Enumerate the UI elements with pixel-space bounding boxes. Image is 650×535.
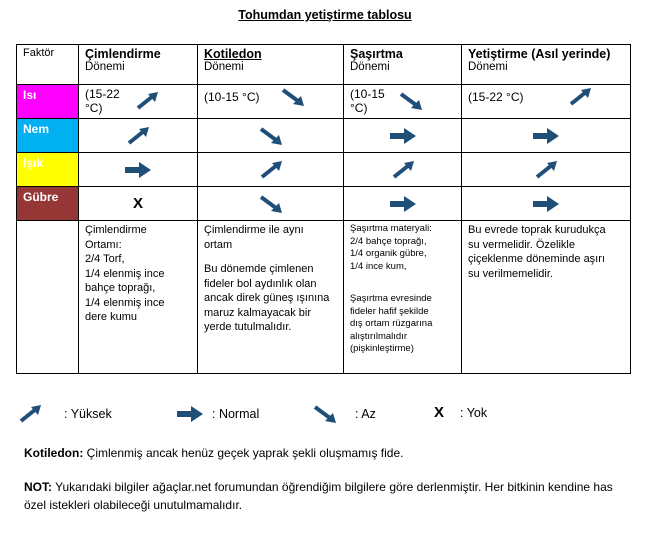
legend-high bbox=[16, 404, 112, 424]
note-line: 2/4 Torf, bbox=[85, 253, 125, 265]
arrow-up-icon bbox=[257, 160, 285, 180]
column-header-3 bbox=[344, 45, 462, 85]
factor-label: Gübre bbox=[17, 187, 79, 221]
arrow-up-icon bbox=[532, 160, 560, 180]
factor-row bbox=[17, 153, 631, 187]
kotiledon-term: Kotiledon: bbox=[24, 446, 84, 460]
notes-cimlendirme bbox=[79, 221, 198, 374]
factor-cell bbox=[462, 153, 631, 187]
factor-row bbox=[17, 187, 631, 221]
note-line: 1/4 organik gübre, bbox=[350, 248, 427, 259]
column-header-4 bbox=[462, 45, 631, 85]
not-note bbox=[24, 478, 634, 514]
note-line: ancak direk güneş ışınına bbox=[204, 292, 330, 304]
note-line: dere kumu bbox=[85, 311, 137, 323]
column-header-name: Şaşırtma bbox=[350, 47, 403, 61]
temperature-range: (15-22 °C) bbox=[85, 87, 120, 115]
note-line: Şaşırtma materyali: bbox=[350, 223, 432, 234]
temperature-range: (15-22 °C) bbox=[468, 90, 524, 104]
legend-low-label: : Az bbox=[355, 407, 376, 421]
arrow-down-icon bbox=[257, 194, 285, 214]
legend-normal bbox=[176, 404, 259, 424]
note-line: ortam bbox=[204, 238, 233, 251]
factor-label: Işık bbox=[17, 153, 79, 187]
factor-cell bbox=[198, 153, 344, 187]
column-header-2 bbox=[198, 45, 344, 85]
column-header-sub: Dönemi bbox=[350, 61, 390, 73]
arrow-right-icon bbox=[176, 404, 204, 424]
factor-cell bbox=[198, 119, 344, 153]
factor-header-label: Faktör bbox=[23, 47, 55, 59]
note-line: Çimlendirme bbox=[85, 224, 147, 236]
note-line: çiçeklenme döneminde aşırı bbox=[468, 253, 605, 265]
arrow-up-icon bbox=[133, 91, 161, 111]
column-header-sub: Dönemi bbox=[85, 61, 125, 73]
factor-cell bbox=[344, 153, 462, 187]
note-line: fideler hafif şekilde bbox=[350, 305, 429, 317]
legend-none bbox=[434, 404, 487, 421]
note-line: Bu evrede toprak kurudukça bbox=[468, 224, 606, 236]
arrow-up-icon bbox=[16, 404, 44, 424]
notes-row bbox=[17, 221, 631, 374]
note-line: Ortamı: bbox=[85, 238, 122, 251]
note-line: (pişkinleştirme) bbox=[350, 343, 414, 354]
notes-sasirtma bbox=[344, 221, 462, 374]
not-term: NOT: bbox=[24, 480, 52, 494]
notes-kotiledon bbox=[198, 221, 344, 374]
legend bbox=[16, 404, 636, 430]
note-line: su vermelidir. Özelikle bbox=[468, 238, 575, 251]
arrow-right-icon bbox=[389, 126, 417, 146]
arrow-right-icon bbox=[389, 194, 417, 214]
factor-cell bbox=[79, 187, 198, 221]
column-header-1 bbox=[79, 45, 198, 85]
note-line: bahçe toprağı, bbox=[85, 282, 156, 294]
notes-yetistirme bbox=[462, 221, 631, 374]
factor-row bbox=[17, 119, 631, 153]
note-line: fideler bol aydınlık olan bbox=[204, 277, 317, 290]
factor-cell bbox=[198, 85, 344, 119]
temperature-range: (10-15 °C) bbox=[350, 87, 385, 115]
note-line: su verilmemelidir. bbox=[468, 267, 553, 280]
note-line: Çimlendirme ile aynı bbox=[204, 224, 304, 236]
legend-normal-label: : Normal bbox=[212, 407, 260, 421]
factor-cell bbox=[79, 153, 198, 187]
arrow-down-icon bbox=[257, 126, 285, 146]
note-line: 1/4 elenmiş ince bbox=[85, 267, 165, 280]
legend-none-label: : Yok bbox=[460, 405, 488, 420]
factor-cell bbox=[79, 119, 198, 153]
arrow-up-icon bbox=[566, 87, 594, 107]
factor-cell bbox=[344, 119, 462, 153]
note-line: Şaşırtma evresinde bbox=[350, 293, 432, 304]
arrow-up-icon bbox=[124, 126, 152, 146]
column-header-name: Kotiledon bbox=[204, 47, 262, 61]
arrow-up-icon bbox=[389, 160, 417, 180]
legend-high-label: : Yüksek bbox=[64, 407, 112, 421]
column-header-sub: Dönemi bbox=[204, 61, 244, 73]
factor-cell bbox=[198, 187, 344, 221]
temperature-range: (10-15 °C) bbox=[204, 90, 260, 104]
kotiledon-text: Çimlenmiş ancak henüz geçek yaprak şekli oluşmamış fide. bbox=[83, 446, 404, 460]
note-line: 1/4 elenmiş ince bbox=[85, 296, 165, 309]
notes-empty-cell bbox=[17, 221, 79, 374]
arrow-down-icon bbox=[279, 87, 307, 107]
note-line: maruz kalmayacak bir bbox=[204, 306, 311, 319]
column-header-sub: Dönemi bbox=[468, 61, 508, 73]
note-line: Bu dönemde çimlenen bbox=[204, 263, 314, 275]
kotiledon-note bbox=[24, 444, 634, 462]
legend-low bbox=[311, 404, 376, 424]
factor-label: Nem bbox=[17, 119, 79, 153]
factor-cell bbox=[462, 85, 631, 119]
arrow-right-icon bbox=[124, 160, 152, 180]
arrow-down-icon bbox=[397, 91, 425, 111]
column-header-name: Yetiştirme (Asıl yerinde) bbox=[468, 47, 611, 61]
arrow-right-icon bbox=[532, 194, 560, 214]
header-row bbox=[17, 45, 631, 85]
factor-row bbox=[17, 85, 631, 119]
not-text: Yukarıdaki bilgiler ağaçlar.net forumundan öğrendiğim bilgilere göre derlenmiştir. Her bitkinin kendine has özel istekleri olabileceği unutulmamalıdır. bbox=[24, 480, 613, 512]
arrow-right-icon bbox=[532, 126, 560, 146]
note-line: dış ortam rüzgarına bbox=[350, 318, 433, 329]
note-line: 2/4 bahçe toprağı, bbox=[350, 235, 427, 247]
x-mark-icon: X bbox=[132, 195, 143, 212]
factor-cell bbox=[462, 119, 631, 153]
factor-label: Isı bbox=[17, 85, 79, 119]
arrow-down-icon bbox=[311, 404, 339, 424]
page-title: Tohumdan yetiştirme tablosu bbox=[238, 8, 412, 22]
note-line: 1/4 ince kum, bbox=[350, 260, 407, 272]
x-mark-icon: X bbox=[434, 404, 445, 421]
note-line: yerde tutulmalıdır. bbox=[204, 321, 292, 333]
factor-cell bbox=[344, 187, 462, 221]
factor-cell bbox=[79, 85, 198, 119]
note-line: alıştırılmalıdır bbox=[350, 330, 408, 342]
growth-table bbox=[16, 44, 631, 374]
factor-cell bbox=[462, 187, 631, 221]
column-header-name: Çimlendirme bbox=[85, 47, 161, 61]
factor-header bbox=[17, 45, 79, 85]
factor-cell bbox=[344, 85, 462, 119]
